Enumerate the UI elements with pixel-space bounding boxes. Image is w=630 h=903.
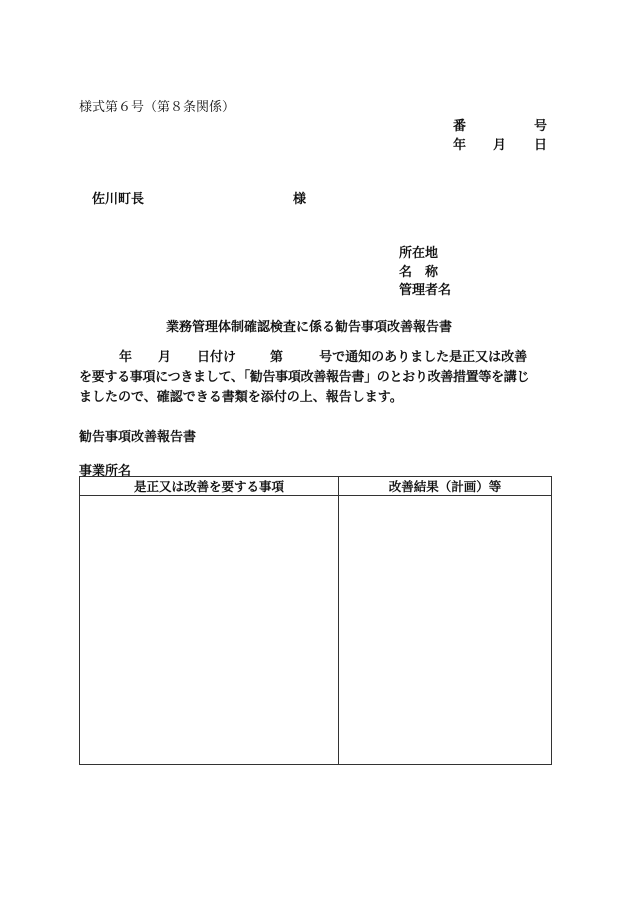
body-line-2: を要する事項につきまして、「勧告事項改善報告書」のとおり改善措置等を講じ [79,370,530,385]
document-title: 業務管理体制確認検査に係る勧告事項改善報告書 [166,320,453,335]
report-table [79,476,552,765]
table-header-result: 改善結果（計画）等 [339,477,552,496]
table-header-row [80,477,552,496]
body-year: 年 [119,350,133,365]
body-line-1 [79,348,553,368]
number-label-ban: 番 [453,119,467,134]
body-line1-rest: 号で通知のありました是正又は改善 [319,350,528,365]
body-line-3: ましたので、確認できる書類を添付の上、報告します。 [79,390,403,405]
body-paragraph [79,348,553,408]
sender-address-label: 所在地 [399,246,439,261]
form-number: 様式第６号（第８条関係） [79,100,236,115]
body-dated: 日付け [197,350,237,365]
facility-label: 事業所名 [79,464,132,479]
section-heading: 勧告事項改善報告書 [79,430,197,445]
table-header-issue: 是正又は改善を要する事項 [80,477,339,496]
number-label-go: 号 [534,119,548,134]
date-month-label: 月 [493,138,507,153]
table-cell-issue[interactable] [80,496,339,765]
date-year-label: 年 [453,138,467,153]
table-row [80,496,552,765]
sender-manager-label: 管理者名 [399,283,452,298]
body-month: 月 [158,350,172,365]
table-cell-result[interactable] [339,496,552,765]
addressee-name: 佐川町長 [92,192,145,207]
sender-name-label: 名 称 [399,265,439,280]
addressee-honorific: 様 [293,192,307,207]
body-number-prefix: 第 [270,350,284,365]
date-day-label: 日 [534,138,548,153]
